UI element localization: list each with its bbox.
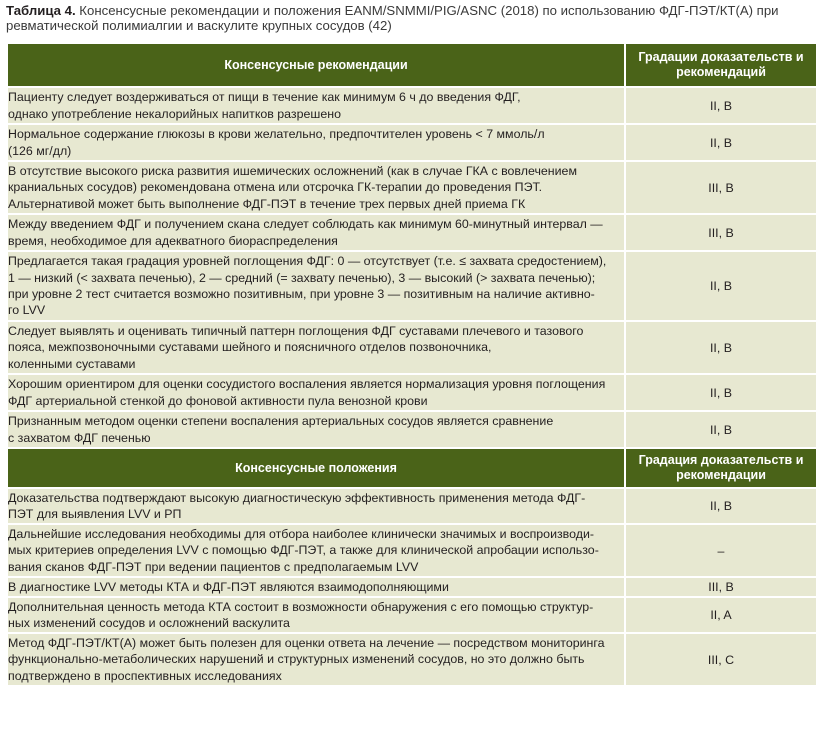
statement-cell: Хорошим ориентиром для оценки сосудистого воспаления является нормализация уровня поглощения ФДГ артериальной стенкой до фоновой активности пула венозной крови: [7, 374, 625, 411]
grade-cell: II, B: [625, 87, 817, 124]
statement-cell: Следует выявлять и оценивать типичный паттерн поглощения ФДГ суставами плечевого и тазового пояса, межпозвоночными суставами шейного и поясничного отделов позвоночника, коленными суставами: [7, 321, 625, 374]
statement-cell: Нормальное содержание глюкозы в крови желательно, предпочтителен уровень < 7 ммоль/л (126 мг/дл): [7, 124, 625, 161]
statement-cell: Доказательства подтверждают высокую диагностическую эффективность применения метода ФДГ- ПЭТ для выявления LVV и РП: [7, 488, 625, 524]
section1-header: Консенсусные рекомендации: [7, 43, 625, 87]
grade-cell: II, B: [625, 251, 817, 321]
table-row: [7, 597, 817, 633]
table-row: [7, 488, 817, 524]
table-row: [7, 411, 817, 448]
table-caption: [6, 3, 814, 33]
caption-label: Таблица 4.: [6, 3, 76, 18]
table-row: [7, 251, 817, 321]
grade-cell: II, B: [625, 321, 817, 374]
grade-cell: –: [625, 524, 817, 577]
table-row: [7, 124, 817, 161]
statement-cell: Предлагается такая градация уровней поглощения ФДГ: 0 — отсутствует (т.е. ≤ захвата средостением), 1 — низкий (< захвата печенью), 2 — средний (= захвату печенью), 3 — высокий (> захвата печенью); при уровне 2 тест считается возможно позитивным, при уровне 3 — позитивным на наличие активно- го LVV: [7, 251, 625, 321]
grade-cell: II, B: [625, 411, 817, 448]
caption-text: Консенсусные рекомендации и положения EANM/SNMMI/PIG/ASNC (2018) по использованию ФДГ-ПЭТ/КТ(А) при ревматической полимиалгии и васкулите крупных сосудов (42): [6, 3, 779, 33]
grade-cell: II, A: [625, 597, 817, 633]
section1-grade-header: Градации доказательств и рекомендаций: [625, 43, 817, 87]
grade-cell: II, B: [625, 124, 817, 161]
section2-grade-header: Градация доказательств и рекомендации: [625, 448, 817, 488]
section2-header: Консенсусные положения: [7, 448, 625, 488]
statement-cell: Дополнительная ценность метода КТА состоит в возможности обнаружения с его помощью структур- ных изменений сосудов и осложнений васкулита: [7, 597, 625, 633]
grade-cell: III, B: [625, 577, 817, 597]
statement-cell: Метод ФДГ-ПЭТ/КТ(А) может быть полезен для оценки ответа на лечение — посредством мониторинга функционально-метаболических нарушений и структурных изменений сосудов, но это должно быть подтверждено в проспективных исследованиях: [7, 633, 625, 686]
grade-cell: III, C: [625, 633, 817, 686]
section1-header-row: [7, 43, 817, 87]
table-row: [7, 633, 817, 686]
table-row: [7, 321, 817, 374]
table-row: [7, 524, 817, 577]
statement-cell: В отсутствие высокого риска развития ишемических осложнений (как в случае ГКА с вовлечением краниальных сосудов) рекомендована отмена или отсрочка ГК-терапии до проведения ПЭТ. Альтернативой может быть выполнение ФДГ-ПЭТ в течение трех первых дней приема ГК: [7, 161, 625, 214]
recommendations-table: [6, 42, 818, 687]
section2-header-row: [7, 448, 817, 488]
grade-cell: III, B: [625, 161, 817, 214]
grade-cell: II, B: [625, 374, 817, 411]
table-row: [7, 374, 817, 411]
statement-cell: Пациенту следует воздерживаться от пищи в течение как минимум 6 ч до введения ФДГ, однако употребление некалорийных напитков разрешено: [7, 87, 625, 124]
table-row: [7, 87, 817, 124]
statement-cell: Дальнейшие исследования необходимы для отбора наиболее клинически значимых и воспроизводи- мых критериев определения LVV с помощью ФДГ-ПЭТ, а также для клинической апробации использо- вания сканов ФДГ-ПЭТ при ведении пациентов с предполагаемым LVV: [7, 524, 625, 577]
table-row: [7, 161, 817, 214]
table-row: [7, 214, 817, 251]
statement-cell: В диагностике LVV методы КТА и ФДГ-ПЭТ являются взаимодополняющими: [7, 577, 625, 597]
table-row: [7, 577, 817, 597]
grade-cell: III, B: [625, 214, 817, 251]
statement-cell: Признанным методом оценки степени воспаления артериальных сосудов является сравнение с захватом ФДГ печенью: [7, 411, 625, 448]
grade-cell: II, B: [625, 488, 817, 524]
statement-cell: Между введением ФДГ и получением скана следует соблюдать как минимум 60-минутный интервал — время, необходимое для адекватного биораспределения: [7, 214, 625, 251]
table-body: [7, 43, 817, 686]
